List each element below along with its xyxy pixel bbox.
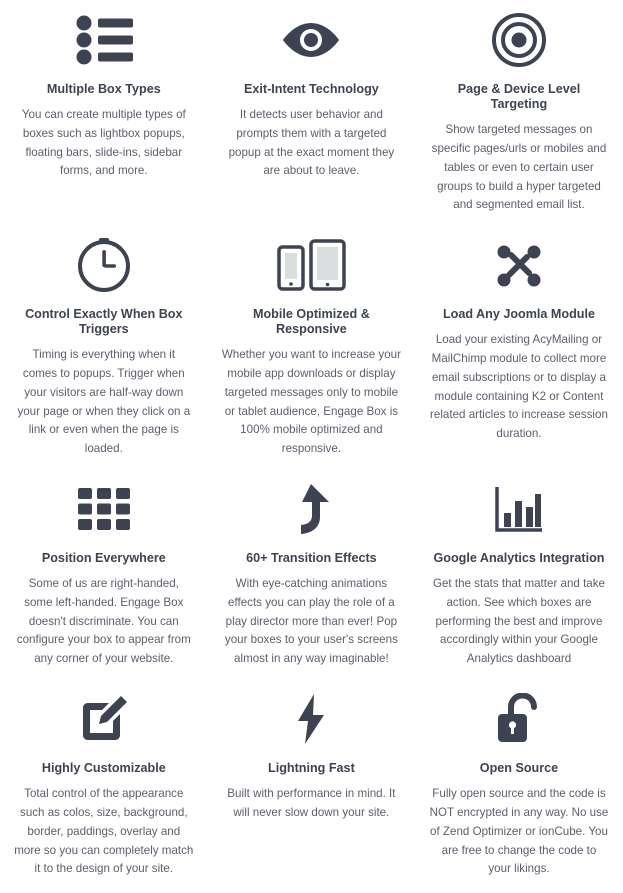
up-arrow-icon (222, 473, 402, 545)
feature-description: Timing is everything when it comes to popups. Trigger when your visitors are half-way down your page or when they click on a link or even when the page is loaded. (17, 348, 191, 456)
feature-row (0, 4, 623, 229)
feature-title: Page & Device Level Targeting (457, 82, 581, 112)
feature-card-lightning-fast (208, 683, 416, 893)
clock-icon (14, 229, 194, 301)
target-icon (429, 4, 609, 76)
feature-card-multiple-box-types (0, 4, 208, 229)
feature-card-control-exactly-when-box-triggers (0, 229, 208, 473)
feature-description: Some of us are right-handed, some left-handed. Engage Box doesn't discriminate. You can configure your box to appear from any corner of your website. (16, 577, 191, 666)
mobile-tablet-icon (222, 229, 402, 301)
lightning-bolt-icon (222, 683, 402, 755)
feature-card-google-analytics-integration (415, 473, 623, 683)
feature-title: Load Any Joomla Module (442, 307, 596, 322)
feature-card-load-any-joomla-module (415, 229, 623, 473)
bar-chart-icon (429, 473, 609, 545)
feature-description: Total control of the appearance such as colos, size, background, border, paddings, overlay and more so you can completely match it to the design of your site. (14, 787, 194, 876)
feature-title: Highly Customizable (41, 761, 166, 776)
feature-title: Multiple Box Types (46, 82, 161, 96)
feature-title: Lightning Fast (268, 761, 355, 776)
bullet-list-icon (14, 4, 194, 76)
feature-title: Mobile Optimized & Responsive (252, 307, 370, 337)
feature-card-transition-effects (208, 473, 416, 683)
feature-description: You can create multiple types of boxes such as lightbox popups, floating bars, slide-ins, sidebar forms, and more. (21, 108, 186, 178)
feature-description: Load your existing AcyMailing or MailChimp module to collect more email subscriptions or to display a module containing K2 or Content related articles to increase session duration. (430, 333, 608, 441)
feature-description: It detects user behavior and prompts them with a targeted popup at the exact moment they are about to leave. (228, 108, 395, 178)
feature-title: 60+ Transition Effects (246, 551, 377, 566)
joomla-icon (429, 229, 609, 301)
feature-description: With eye-catching animations effects you can play the role of a play director more than ever! Pop your boxes to your user's screens almost in any way imaginable! (224, 577, 398, 666)
feature-row (0, 683, 623, 893)
feature-title: Position Everywhere (41, 551, 166, 566)
feature-description: Show targeted messages on specific pages/urls or mobiles and tables or even to certain user groups to build a hyper targeted and segmented email list. (431, 123, 607, 212)
feature-card-open-source (415, 683, 623, 893)
feature-row (0, 473, 623, 683)
feature-description: Fully open source and the code is NOT encrypted in any way. No use of Zend Optimizer or ionCube. You are free to change the code to your likings. (429, 787, 609, 876)
feature-card-exit-intent-technology (208, 4, 416, 229)
feature-title: Open Source (479, 761, 559, 776)
feature-title: Control Exactly When Box Triggers (25, 307, 183, 337)
feature-title: Exit-Intent Technology (243, 82, 379, 96)
feature-description: Get the stats that matter and take action. See which boxes are performing the best and improve accordingly within your Google Analytics dashboard (432, 577, 606, 666)
feature-row (0, 229, 623, 473)
feature-description: Built with performance in mind. It will never slow down your site. (227, 787, 396, 819)
open-padlock-icon (429, 683, 609, 755)
feature-card-page-device-level-targeting (415, 4, 623, 229)
feature-card-mobile-optimized-responsive (208, 229, 416, 473)
pencil-edit-icon (14, 683, 194, 755)
feature-card-position-everywhere (0, 473, 208, 683)
eye-icon (222, 4, 402, 76)
feature-description: Whether you want to increase your mobile app downloads or display targeted messages only to mobile or tablet audience, Engage Box is 100% mobile optimized and responsive. (221, 348, 401, 456)
feature-card-highly-customizable (0, 683, 208, 893)
grid-blocks-icon (14, 473, 194, 545)
feature-title: Google Analytics Integration (433, 551, 605, 566)
